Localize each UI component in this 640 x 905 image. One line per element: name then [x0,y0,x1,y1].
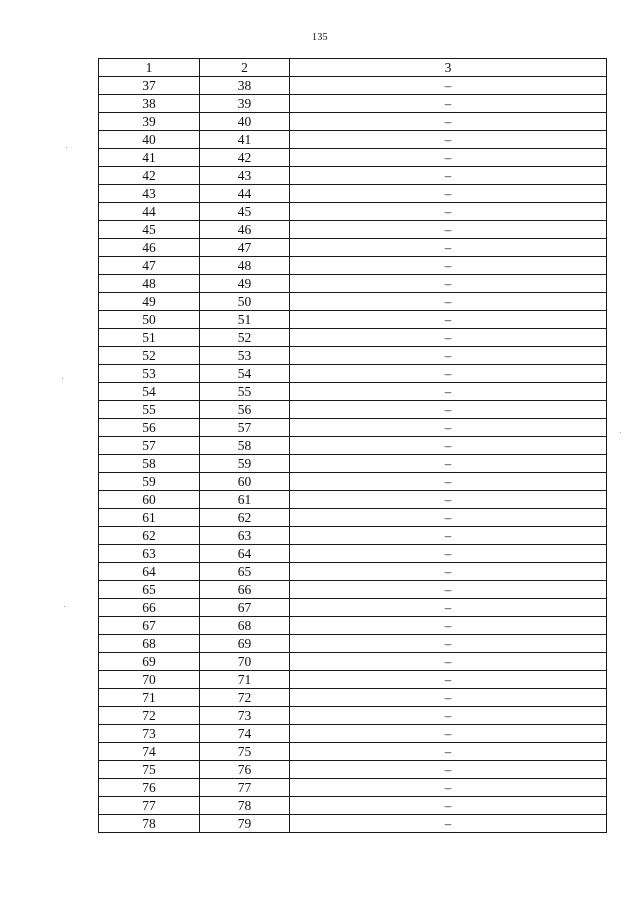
table-row [99,329,607,347]
table-cell-col-1: 59 [99,473,200,491]
table-cell-col-3: – [290,635,607,653]
table-cell-col-1: 73 [99,725,200,743]
table-cell-col-2: 67 [200,599,290,617]
table-cell-col-1: 49 [99,293,200,311]
scan-speck [62,378,63,379]
table-row [99,617,607,635]
header-row [99,59,607,77]
table-row [99,401,607,419]
table-row [99,203,607,221]
table-cell-col-2: 52 [200,329,290,347]
table-cell-col-1: 46 [99,239,200,257]
table-cell-col-1: 57 [99,437,200,455]
table-cell-col-3: – [290,743,607,761]
table-body [99,77,607,833]
table-cell-col-3: – [290,77,607,95]
table-cell-col-1: 58 [99,455,200,473]
table-cell-col-2: 38 [200,77,290,95]
table-cell-col-2: 79 [200,815,290,833]
table-cell-col-1: 69 [99,653,200,671]
table-row [99,257,607,275]
table-row [99,545,607,563]
table-row [99,689,607,707]
table-cell-col-2: 75 [200,743,290,761]
table-cell-col-3: – [290,365,607,383]
table-cell-col-2: 69 [200,635,290,653]
table-cell-col-2: 72 [200,689,290,707]
table-row [99,473,607,491]
table-row [99,239,607,257]
table-cell-col-1: 62 [99,527,200,545]
table-cell-col-2: 54 [200,365,290,383]
table-cell-col-1: 53 [99,365,200,383]
table-cell-col-2: 78 [200,797,290,815]
table-cell-col-2: 56 [200,401,290,419]
table-row [99,347,607,365]
table-cell-col-2: 76 [200,761,290,779]
table-cell-col-2: 57 [200,419,290,437]
table-cell-col-3: – [290,167,607,185]
table-row [99,761,607,779]
table-cell-col-3: – [290,401,607,419]
table-cell-col-1: 56 [99,419,200,437]
table-row [99,95,607,113]
table-cell-col-3: – [290,455,607,473]
table-cell-col-3: – [290,815,607,833]
table-cell-col-1: 78 [99,815,200,833]
data-table [98,58,607,833]
table-row [99,275,607,293]
table-row [99,635,607,653]
table-cell-col-1: 63 [99,545,200,563]
table-cell-col-3: – [290,383,607,401]
table-cell-col-1: 61 [99,509,200,527]
table-cell-col-2: 53 [200,347,290,365]
table-row [99,743,607,761]
table-cell-col-2: 71 [200,671,290,689]
table-row [99,599,607,617]
table-cell-col-3: – [290,599,607,617]
table-cell-col-1: 40 [99,131,200,149]
table-cell-col-2: 77 [200,779,290,797]
column-header-2: 2 [200,59,290,77]
table-cell-col-3: – [290,509,607,527]
table-cell-col-2: 43 [200,167,290,185]
table-cell-col-2: 62 [200,509,290,527]
table-row [99,491,607,509]
table-cell-col-2: 65 [200,563,290,581]
table-cell-col-2: 46 [200,221,290,239]
table-cell-col-1: 75 [99,761,200,779]
table-cell-col-3: – [290,545,607,563]
table-cell-col-3: – [290,149,607,167]
table-cell-col-3: – [290,797,607,815]
table-cell-col-3: – [290,563,607,581]
table-cell-col-2: 39 [200,95,290,113]
table-row [99,311,607,329]
table-cell-col-2: 45 [200,203,290,221]
table-cell-col-3: – [290,113,607,131]
scan-speck [64,606,65,607]
table-cell-col-1: 67 [99,617,200,635]
table-row [99,77,607,95]
table-cell-col-1: 47 [99,257,200,275]
table-cell-col-3: – [290,491,607,509]
table-cell-col-1: 77 [99,797,200,815]
table-cell-col-1: 54 [99,383,200,401]
table-cell-col-2: 63 [200,527,290,545]
table-row [99,419,607,437]
table-cell-col-1: 72 [99,707,200,725]
table-row [99,131,607,149]
table-cell-col-1: 51 [99,329,200,347]
table-cell-col-2: 61 [200,491,290,509]
table-cell-col-1: 43 [99,185,200,203]
table-cell-col-1: 38 [99,95,200,113]
table-cell-col-2: 48 [200,257,290,275]
table-cell-col-2: 66 [200,581,290,599]
table-row [99,221,607,239]
table-cell-col-1: 70 [99,671,200,689]
table-cell-col-3: – [290,293,607,311]
table-row [99,581,607,599]
table-cell-col-3: – [290,653,607,671]
table-row [99,455,607,473]
table-cell-col-3: – [290,347,607,365]
table-row [99,437,607,455]
table-cell-col-3: – [290,239,607,257]
table-cell-col-2: 51 [200,311,290,329]
table-cell-col-1: 52 [99,347,200,365]
table-cell-col-2: 59 [200,455,290,473]
table-cell-col-3: – [290,581,607,599]
table-cell-col-2: 55 [200,383,290,401]
table-cell-col-3: – [290,437,607,455]
table-cell-col-1: 37 [99,77,200,95]
table-row [99,797,607,815]
table-cell-col-1: 45 [99,221,200,239]
table-row [99,563,607,581]
table-row [99,779,607,797]
table-row [99,527,607,545]
column-header-3: 3 [290,59,607,77]
table-row [99,167,607,185]
table-cell-col-3: – [290,761,607,779]
table-header [99,59,607,77]
table-cell-col-3: – [290,257,607,275]
table-cell-col-1: 55 [99,401,200,419]
table-cell-col-3: – [290,779,607,797]
table-cell-col-2: 44 [200,185,290,203]
table-cell-col-2: 40 [200,113,290,131]
table-cell-col-3: – [290,221,607,239]
table-cell-col-2: 64 [200,545,290,563]
scan-speck [66,147,67,148]
table-cell-col-3: – [290,95,607,113]
table-cell-col-2: 50 [200,293,290,311]
table-cell-col-1: 68 [99,635,200,653]
table-cell-col-1: 64 [99,563,200,581]
table-cell-col-3: – [290,707,607,725]
table-cell-col-1: 76 [99,779,200,797]
table-row [99,383,607,401]
table-cell-col-1: 44 [99,203,200,221]
table-cell-col-1: 42 [99,167,200,185]
table-row [99,707,607,725]
table-cell-col-3: – [290,275,607,293]
table-cell-col-2: 58 [200,437,290,455]
table-cell-col-3: – [290,185,607,203]
table-cell-col-3: – [290,725,607,743]
table-cell-col-1: 50 [99,311,200,329]
table-row [99,113,607,131]
table-row [99,365,607,383]
table-cell-col-1: 39 [99,113,200,131]
table-row [99,509,607,527]
table-cell-col-3: – [290,671,607,689]
table-cell-col-3: – [290,527,607,545]
table-cell-col-1: 74 [99,743,200,761]
table-cell-col-3: – [290,473,607,491]
table-cell-col-3: – [290,689,607,707]
table-cell-col-1: 60 [99,491,200,509]
table-row [99,185,607,203]
table-row [99,293,607,311]
table-cell-col-3: – [290,203,607,221]
table-cell-col-2: 41 [200,131,290,149]
table-cell-col-3: – [290,131,607,149]
table-cell-col-1: 65 [99,581,200,599]
table-cell-col-2: 60 [200,473,290,491]
table-row [99,815,607,833]
table-cell-col-2: 49 [200,275,290,293]
table-cell-col-1: 41 [99,149,200,167]
table-row [99,725,607,743]
table-cell-col-2: 68 [200,617,290,635]
table-row [99,149,607,167]
table-cell-col-3: – [290,617,607,635]
scan-speck [620,432,621,433]
table-cell-col-3: – [290,329,607,347]
table-cell-col-1: 48 [99,275,200,293]
table-cell-col-1: 71 [99,689,200,707]
column-header-1: 1 [99,59,200,77]
table-cell-col-2: 74 [200,725,290,743]
table-row [99,671,607,689]
table-cell-col-2: 73 [200,707,290,725]
table-cell-col-2: 47 [200,239,290,257]
table-cell-col-2: 42 [200,149,290,167]
table-cell-col-3: – [290,419,607,437]
page-number: 135 [312,32,328,43]
table-cell-col-1: 66 [99,599,200,617]
table-row [99,653,607,671]
table-cell-col-2: 70 [200,653,290,671]
table-cell-col-3: – [290,311,607,329]
